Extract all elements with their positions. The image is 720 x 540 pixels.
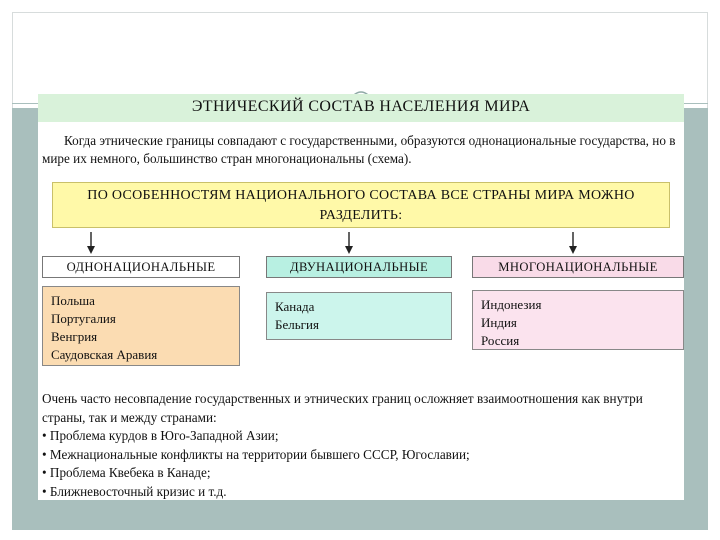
category-binational-header: ДВУНАЦИОНАЛЬНЫЕ [266, 256, 452, 278]
arrow-down-icon [86, 232, 96, 254]
banner-text: ПО ОСОБЕННОСТЯМ НАЦИОНАЛЬНОГО СОСТАВА ВСЕ СТРАНЫ МИРА МОЖНО РАЗДЕЛИТЬ: [87, 188, 635, 223]
mononational-country-list [42, 286, 240, 366]
slide-title: ЭТНИЧЕСКИЙ СОСТАВ НАСЕЛЕНИЯ МИРА [191, 98, 531, 115]
arrow-down-icon [568, 232, 578, 254]
category-mononational-header: ОДНОНАЦИОНАЛЬНЫЕ [42, 256, 240, 278]
country-item: Бельгия [275, 317, 319, 332]
binational-country-list [266, 292, 452, 340]
conflict-item: • Межнациональные конфликты на территории бывшего СССР, Югославии; [42, 446, 682, 465]
intro-paragraph: Когда этнические границы совпадают с государственными, образуются однонациональные государства, но в мире их немного, большинство стран многонациональны (схема). [42, 133, 676, 166]
conflict-item: • Проблема Квебека в Канаде; [42, 464, 682, 483]
decorative-bar-bottom [12, 500, 708, 530]
country-item: Индия [481, 315, 517, 330]
country-item: Россия [481, 333, 520, 348]
decorative-bar-right [684, 108, 708, 530]
country-item: Польша [51, 293, 95, 308]
classification-banner [52, 182, 670, 228]
multinational-country-list [472, 290, 684, 350]
country-item: Канада [275, 299, 315, 314]
slide-content [38, 94, 684, 500]
decorative-bar-left [12, 108, 38, 530]
conclusion-block [42, 390, 682, 502]
arrow-down-icon [344, 232, 354, 254]
conclusion-paragraph: Очень часто несовпадение государственных и этнических границ осложняет взаимоотношения как внутри страны, так и между странами: [42, 391, 643, 425]
country-item: Саудовская Аравия [51, 347, 158, 362]
conflict-list [42, 427, 682, 501]
category-multinational-header: МНОГОНАЦИОНАЛЬНЫЕ [472, 256, 684, 278]
country-item: Индонезия [481, 297, 542, 312]
conflict-item: • Ближневосточный кризис и т.д. [42, 483, 682, 502]
country-item: Венгрия [51, 329, 98, 344]
country-item: Португалия [51, 311, 116, 326]
conflict-item: • Проблема курдов в Юго-Западной Азии; [42, 427, 682, 446]
